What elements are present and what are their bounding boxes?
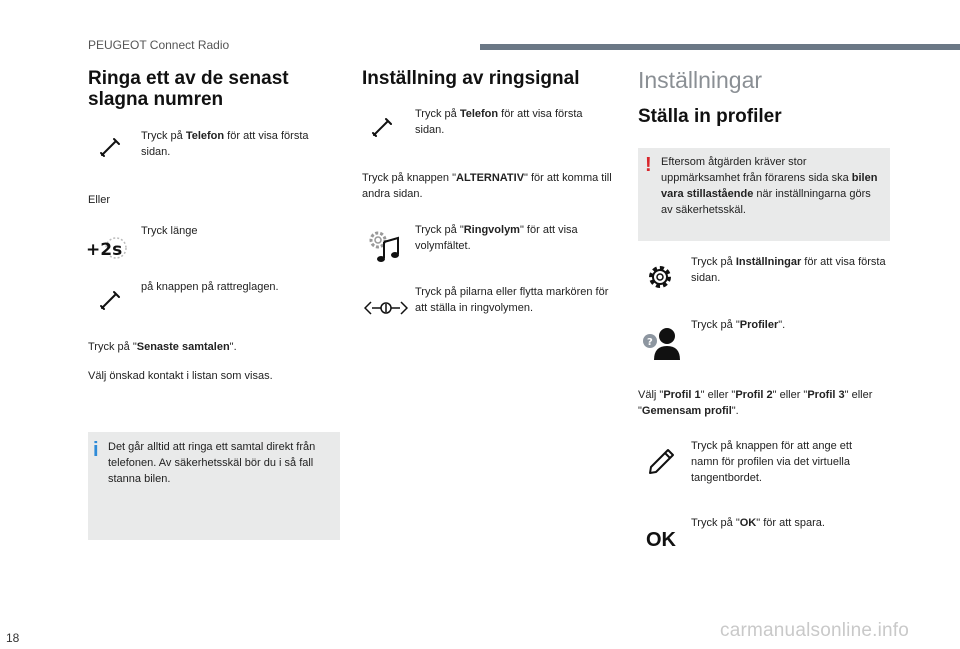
warning-text: Eftersom åtgärden kräver stor uppmärksamhet från förarens sida ska bilen vara stillastående när inställningarna görs av säkerhetsskäl. — [661, 156, 878, 216]
page-number: 18 — [6, 631, 20, 645]
col1-or: Eller — [88, 194, 111, 206]
col1-step3: på knappen på rattreglagen. — [141, 281, 279, 293]
ringtone-settings-icon — [366, 228, 404, 264]
hold-2s-label: +2s — [86, 240, 123, 260]
col2-step1: Tryck på Telefon för att visa första sidan. — [415, 108, 583, 136]
watermark: carmanualsonline.info — [720, 620, 910, 641]
warning-icon: ! — [645, 154, 652, 176]
info-icon: i — [93, 439, 99, 461]
section-title: Inställningar — [638, 67, 763, 93]
col3-step2: Tryck på "Profiler". — [691, 319, 786, 331]
header-bar — [480, 44, 960, 50]
col1-heading: Ringa ett av de senast slagna numren — [88, 68, 289, 110]
col2-step2: Tryck på knappen "ALTERNATIV" för att komma till andra sidan. — [362, 172, 612, 200]
col1-step1: Tryck på Telefon för att visa första sidan. — [141, 130, 309, 158]
phone-icon — [370, 116, 394, 140]
svg-text:?: ? — [647, 337, 653, 348]
col1-step4: Tryck på "Senaste samtalen". — [88, 341, 237, 353]
gear-icon — [647, 264, 673, 290]
col2-step3: Tryck på "Ringvolym" för att visa volymfältet. — [415, 224, 578, 252]
header-title: PEUGEOT Connect Radio — [88, 38, 230, 52]
col3-step5: Tryck på "OK" för att spara. — [691, 517, 825, 529]
col1-step2: Tryck länge — [141, 225, 198, 237]
col2-heading: Inställning av ringsignal — [362, 68, 580, 89]
volume-slider-icon — [364, 299, 408, 317]
col1-step5: Välj önskad kontakt i listan som visas. — [88, 370, 273, 382]
col3-step4: Tryck på knappen för att ange ett namn för profilen via det virtuella tangentbordet. — [691, 440, 853, 484]
profile-icon — [642, 326, 682, 360]
ok-icon: OK — [646, 529, 676, 551]
hold-2s-icon — [86, 236, 128, 260]
phone-icon — [98, 289, 122, 313]
col2-step4: Tryck på pilarna eller flytta markören för att ställa in ringvolymen. — [415, 286, 609, 314]
info-note-text: Det går alltid att ringa ett samtal direkt från telefonen. Av säkerhetsskäl bör du i så fall stanna bilen. — [108, 441, 316, 485]
col3-heading: Ställa in profiler — [638, 106, 782, 127]
phone-icon — [98, 136, 122, 160]
pencil-icon — [646, 447, 676, 477]
col3-step1: Tryck på Inställningar för att visa första sidan. — [691, 256, 886, 284]
col3-step3: Välj "Profil 1" eller "Profil 2" eller "Profil 3" eller "Gemensam profil". — [638, 389, 873, 417]
